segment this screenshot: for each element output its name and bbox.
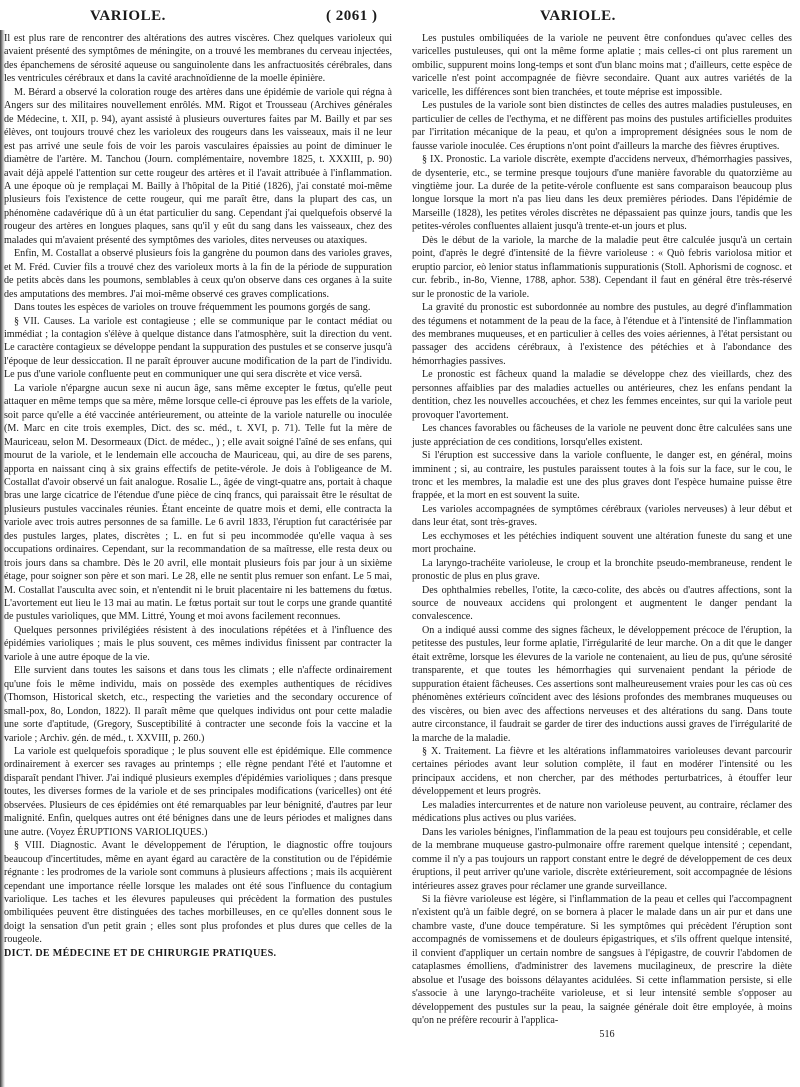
left-paragraph: Enfin, M. Costallat a observé plusieurs fois la gangrène du poumon dans des varioles graves, et M. Fréd. Cuvier fils a trouvé chez des varioleux morts à la fin de la période de suppuration de petits abcès dans les poumons, semblables à ceux qu'on observe dans ces organes à la suite des amputations des membres. J'ai moi-même observé ces graves complications.	[4, 248, 392, 300]
right-paragraph: Des ophthalmies rebelles, l'otite, la cæco-colite, des abcès ou d'autres affections, sont la source de nouveaux accidens qui prolongent et augmentent le danger pendant la convalescence.	[412, 584, 792, 623]
left-paragraph: La variole n'épargne aucun sexe ni aucun âge, sans même excepter le fœtus, qu'elle peut attaquer en même temps que sa mère, même lorsque celle-ci éprouve pas les effets de la variole, soit parce qu'elle a été vaccinée antérieurement, ou atteinte de la variole naturelle ou inoculée (M. Marc en cite trois exemples, Dict. des sc. méd., t. XVI, p. 71). Telle fut la mère de Mauriceau, selon M. Desormeaux (Dict. de médec., ) ; elle avait soigné l'aîné de ses enfans, qui mourut de la variole, et le lendemain elle accoucha de Mauriceau, qui, au dire de ses parens, apporta en naissant cinq à six grains effectifs de petite-vérole. Je dois à l'obligeance de M. Costallat d'avoir observé un fait analogue. Rosalie L., âgée de vingt-quatre ans, portait à chaque bras une large cicatrice de l'étendue d'une pièce de cinq francs, qui paraissait être le résultat de plusieurs pustules vaccinales réunies. Étant enceinte de quatre mois et demi, elle contracta la variole avec trois autres personnes de sa famille. Le 6 avril 1833, l'éruption fut caractérisée par des pustules larges, plates, discrètes ; L. en fut si peu incommodée qu'elle vaqua à ses occupations ordinaires. Cependant, sur la recommandation de sa maîtresse, elle resta deux ou trois jours dans sa chambre. Dès le 20 avril, elle montait plusieurs fois par jour à un sixième étage, pour soigner son père et son mari. Le 28, elle ne sentit plus remuer son enfant. Le 5 mai, M. Costallat l'ausculta avec soin, et n'entendit ni le bruit placentaire ni les battemens du fœtus. L'avortement eut lieu le 13 mai au matin. Le fœtus portait sur tout le corps une grande quantité de pustules varioliques, que MM. Littré, Young et moi avons facilement reconnues.	[4, 382, 392, 623]
left-paragraph: Il est plus rare de rencontrer des altérations des autres viscères. Chez quelques varioleux qui avaient présenté des symptômes de méningite, on a trouvé les membranes du cerveau injectées, des épanchemens de sérosité aqueuse ou sanguinolente dans les anfractuosités cérébrales, dans les ventricules cérébraux et dans la cavité arachnoïdienne de la moelle épinière.	[4, 33, 392, 85]
page-folio: 516	[599, 1028, 615, 1040]
right-paragraph: Les varioles accompagnées de symptômes cérébraux (varioles nerveuses) à leur début et dans leur état, sont très-graves.	[412, 503, 792, 529]
left-paragraph: M. Bérard a observé la coloration rouge des artères dans une épidémie de variole qui régna à Angers sur des militaires nouvellement enrôlés. MM. Rigot et Trousseau (Archives générales de Médecine, t. XII, p. 94), ayant assisté à plusieurs ouvertures faites par M. Bailly et par ses élèves, ont toujours trouvé chez les varioleux des rougeurs dans les vaisseaux, mais il ne leur est pas arrivé une seule fois de voir les parois vasculaires épaissies au point de diminuer le diamètre de l'artère. M. Tanchou (Journ. complémentaire, novembre 1825, t. XXXIII, p. 90) avait déjà appelé l'attention sur cette rougeur des artères et il l'avait attribuée à l'inflammation. A une époque où je remplaçai M. Bailly à l'hôpital de la Pitié (1826), j'ai constaté moi-même plusieurs fois l'existence de cette rougeur, qui me paraît être, dans la plupart des cas, un phénomène cadavérique dû à un état particulier du sang. Cependant j'ai quelquefois observé la rougeur des artères en longues plaques, sans qu'il y eût du sang dans les vaisseaux, chez des malades qui m'avaient présenté des symptômes des varioles, dites nerveuses ou ataxiques.	[4, 86, 392, 246]
left-paragraph: Dans toutes les espèces de varioles on trouve fréquemment les poumons gorgés de sang.	[14, 302, 371, 314]
right-paragraph: Dès le début de la variole, la marche de la maladie peut être calculée jusqu'à un certain point, d'après le degré d'intensité de la fièvre varioleuse : « Quò febris variolosa mitior et eruptio parcior, eò lenior status inflammationis suppurationis (Stoll. Aphorismi de cognosc. et cur. febrib., in-8o, Vienne, 1788, aphor. 538). Cependant il faut en général être très-réservé sur le pronostic de la variole.	[412, 234, 792, 300]
left-paragraph: Quelques personnes privilégiées résistent à des inoculations répétées et à l'influence des épidémies varioliques ; mais le plus souvent, ces mêmes individus finissent par contracter la variole à une autre époque de la vie.	[4, 624, 392, 663]
dictionary-footer-title: DICT. DE MÉDECINE ET DE CHIRURGIE PRATIQUES.	[4, 947, 277, 959]
right-paragraph: Le pronostic est fâcheux quand la maladie se développe chez des vieillards, chez des personnes affaiblies par des maladies actuelles ou antérieures, chez les enfans pendant la dentition, chez les nouvelles accouchées, et chez les femmes enceintes, sur qui la variole peut provoquer l'avortement.	[412, 369, 792, 421]
right-paragraph: Dans les varioles bénignes, l'inflammation de la peau est toujours peu considérable, et celle de la membrane muqueuse gastro-pulmonaire offre rarement quelque intensité ; cependant, comme il n'y a pas toujours un rapport constant entre le degré de développement de ces deux éruptions, il peut arriver qu'une variole, discrète extérieurement, soit accompagnée de lésions intérieures assez graves pour réclamer une grande surveillance.	[412, 826, 792, 892]
left-paragraph: § VII. Causes. La variole est contagieuse ; elle se communique par le contact médiat ou immédiat ; la contagion s'élève à quelque distance dans l'atmosphère, suit la direction du vent. Le caractère contagieux se développe pendant la suppuration des pustules et se conserve jusqu'à l'époque de leur dessiccation. Il ne paraît éprouver aucune modification de la part de l'individu. Le pus d'une variole confluente peut en communiquer une qui sera discrète et vice versâ.	[4, 315, 392, 381]
right-paragraph: Si l'éruption est successive dans la variole confluente, le danger est, en général, moins imminent ; si, au contraire, les pustules paraissent toutes à la fois sur la face, sur le cou, le tronc et les membres, la maladie est une des plus graves dont l'espèce humaine puisse être frappée, et la mort en est souvent la suite.	[412, 450, 792, 502]
right-paragraph: La gravité du pronostic est subordonnée au nombre des pustules, au degré d'inflammation des tégumens et notamment de la peau de la face, à l'étendue et à l'intensité de l'inflammation des membranes muqueuses, et en particulier à celles des voies aériennes, à l'état persistant ou passager des accidens cérébraux, à l'existence des pétéchies et à l'abondance des hémorrhagies passives.	[412, 302, 792, 367]
running-header	[0, 8, 800, 30]
right-column	[412, 32, 792, 1041]
header-left-title: VARIOLE.	[90, 8, 166, 24]
header-page-number: ( 2061 )	[326, 8, 378, 24]
left-paragraph: § VIII. Diagnostic. Avant le développement de l'éruption, le diagnostic offre toujours beaucoup d'incertitudes, même en ayant égard au caractère de la constitution ou de l'épidémie régnante : les prodromes de la variole sont communs à plusieurs affections ; mais ils acquièrent cependant une importance réelle lorsque les malades ont été sous l'influence du contagium variolique. Les taches et les élevures papuleuses qui précèdent la formation des pustules ombiliquées peuvent être distinguées des taches morbilleuses, en ce qu'elles donnent sous le doigt la sensation d'un petit grain ; elles sont plus profondes et plus dures que celles de la rougeole.	[4, 840, 392, 946]
right-paragraph: Les ecchymoses et les pétéchies indiquent souvent une altération funeste du sang et une mort prochaine.	[412, 530, 792, 556]
right-paragraph: Les maladies intercurrentes et de nature non varioleuse peuvent, au contraire, réclamer des médications plus actives ou plus variées.	[412, 799, 792, 825]
header-right-title: VARIOLE.	[540, 8, 616, 24]
right-paragraph: La laryngo-trachéite varioleuse, le croup et la bronchite pseudo-membraneuse, rendent le pronostic de plus en plus grave.	[412, 557, 792, 583]
left-paragraph: La variole est quelquefois sporadique ; le plus souvent elle est épidémique. Elle commence ordinairement à exercer ses ravages au printemps ; elle règne pendant l'été et l'automne et disparaît pendant l'hiver. J'ai indiqué plusieurs exemples d'épidémies varioliques ; dans presque toutes, les diverses formes de la variole et de ses principales modifications (varicelles) ont été observées. Plusieurs de ces épidémies ont été remarquables par leur bénignité, d'autres par leur malignité. Enfin, quelques autres ont été bénignes dans une de leurs périodes et malignes dans une autre. (Voyez ÉRUPTIONS VARIOLIQUES.)	[4, 746, 392, 838]
right-paragraph: Les pustules ombiliquées de la variole ne peuvent être confondues qu'avec celles des varicelles pustuleuses, qui ont la même forme aplatie ; mais celles-ci ont plus rarement un ombilic, suppurent moins long-temps et sont d'un blanc moins mat ; d'ailleurs, cette espèce de varicelle n'est point accompagnée de fièvre secondaire. Quant aux autres variétés de la varicelle, les différences sont bien tranchées, et toute méprise est impossible.	[412, 33, 792, 98]
left-column	[4, 32, 392, 960]
right-paragraph: § X. Traitement. La fièvre et les altérations inflammatoires varioleuses devant parcourir certaines périodes avant leur solution complète, il faut en modérer l'intensité ou les principaux accidens, et non chercher, par des méthodes perturbatrices, à étouffer leur développement et leurs progrès.	[412, 746, 792, 798]
right-paragraph: § IX. Pronostic. La variole discrète, exempte d'accidens nerveux, d'hémorrhagies passives, de dysenterie, etc., se termine presque toujours d'une manière favorable du quatorzième au vingtième jour. La durée de la petite-vérole confluente est sans comparaison beaucoup plus longue lorsque la mort n'a pas lieu dans les deux premières périodes. Dans l'épidémie de Marseille (1828), les petites véroles discrètes ne dépassaient pas quinze jours, tandis que les petites-véroles confluentes allaient jusqu'à trente-et-un jours et plus.	[412, 154, 792, 233]
left-paragraph: Elle survient dans toutes les saisons et dans tous les climats ; elle n'affecte ordinairement qu'une fois le même individu, mais on possède des exemples authentiques de récidives (Thomson, Historical sketch, etc., respecting the varieties and the secondary occurence of small-pox, 8o, London, 1822). Il paraît même que quelques individus ont pour cette maladie une sorte d'aptitude, (Gregory, Susceptibilité à contracter une seconde fois la vaccine et la variole ; Archiv. gén. de méd., t. XXVIII, p. 260.)	[4, 665, 392, 744]
right-paragraph: On a indiqué aussi comme des signes fâcheux, le développement précoce de l'éruption, la petitesse des pustules, leur forme aplatie, l'irrégularité de leur marche. On a dit que le danger était extrême, lorsque les élevures de la variole ne contenaient, au lieu de pus, qu'une sérosité transparente, et que toutes les hémorrhagies qui survenaient pendant la période de suppuration étaient fâcheuses. Ces assertions sont malheureusement vraies pour les cas où ces phénomènes extérieurs coïncident avec des lésions profondes des membranes muqueuses ou des viscères, ou bien avec des affections nerveuses et des altérations du sang. Dans toute autre circonstance, il faudrait se garder de tirer des inductions aussi graves de l'irrégularité de la marche de la maladie.	[412, 624, 792, 744]
right-paragraph: Les chances favorables ou fâcheuses de la variole ne peuvent donc être calculées sans une juste appréciation de ces conditions, lorsqu'elles existent.	[412, 423, 792, 448]
right-paragraph: Si la fièvre varioleuse est légère, si l'inflammation de la peau et celles qui l'accompagnent n'existent qu'à un faible degré, on se bornera à placer le malade dans un air pur et dans une chambre vaste, d'une douce température. Si les symptômes qui précèdent l'éruption sont accompagnés de vomissemens et de douleurs épigastriques, et s'ils offrent quelque intensité, il convient d'appliquer un certain nombre de sangsues à l'épigastre, de couvrir l'abdomen de cataplasmes émolliens, d'administrer des lavemens mucilagineux, de prescrire la diète absolue et l'usage des boissons délayantes acidulées. Si cette inflammation persiste, si elle s'associe à une laryngo-trachéite varioleuse, et si leur intensité semble s'opposer au développement des pustules sur la peau, la saignée générale doit être employée, à moins qu'on ne préfère recourir à l'applica-	[412, 894, 792, 1027]
right-paragraph: Les pustules de la variole sont bien distinctes de celles des autres maladies pustuleuses, en particulier de celles de l'ecthyma, et ne diffèrent pas moins des pustules artificielles produites par l'irritation mécanique de la peau, et qu'on a improprement désignées sous le nom de fausse variole inoculée. Ces éruptions n'ont point d'ailleurs la marche des fièvres éruptives.	[412, 100, 792, 152]
